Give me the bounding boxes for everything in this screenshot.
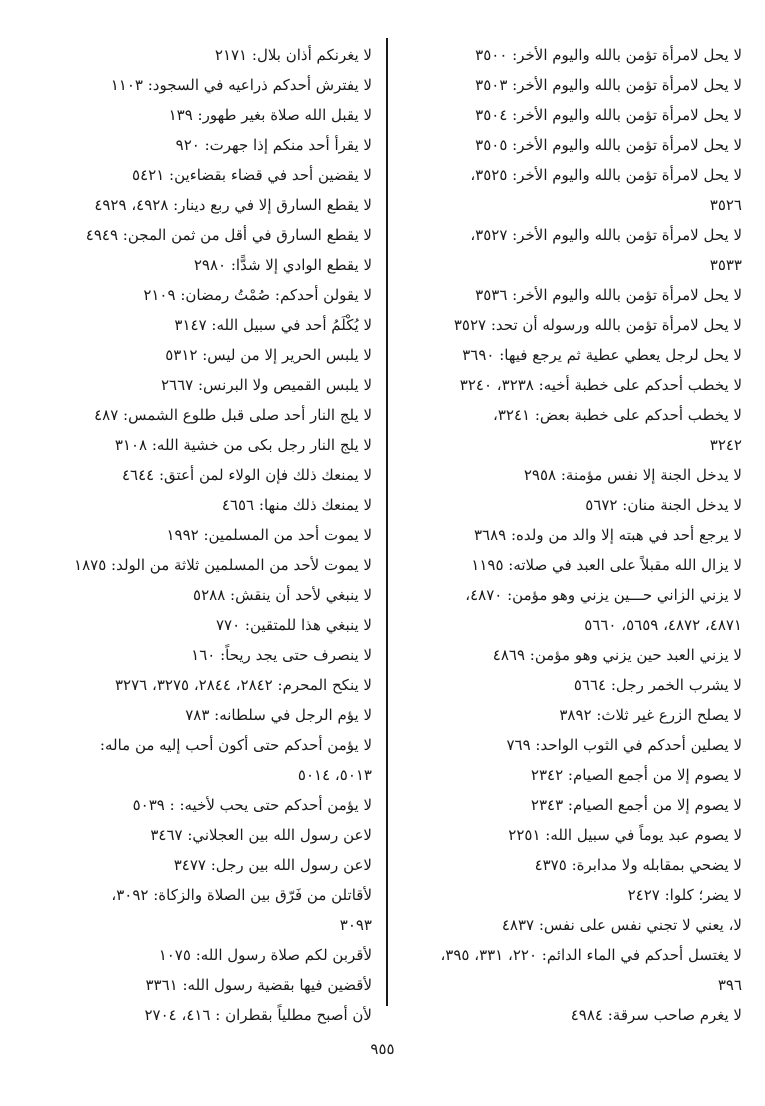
index-entry: ٤٨٧١، ٤٨٧٢، ٥٦٥٩، ٥٦٦٠ (584, 616, 742, 634)
index-entry: لا يقضين أحد في قضاء بقضاءين: ٥٤٢١ (132, 166, 372, 184)
index-entry: لا يمنعك ذلك فإن الولاء لمن أعتق: ٤٦٤٤ (121, 466, 372, 484)
index-entry: لا، يعني لا تجني نفس على نفس: ٤٨٣٧ (501, 916, 742, 934)
index-entry: لا يدخل الجنة منان: ٥٦٧٢ (585, 496, 742, 514)
index-entry: لأقضين فيها بقضية رسول الله: ٣٣٦١ (145, 976, 372, 994)
index-entry: لا يُكْلَمُ أحد في سبيل الله: ٣١٤٧ (174, 316, 372, 334)
index-entry: ٣٢٤٢ (709, 436, 742, 454)
index-entry: لا يؤمن أحدكم حتى أكون أحب إليه من ماله: (99, 736, 372, 754)
index-entry: لا يقبل الله صلاة بغير طهور: ١٣٩ (168, 106, 372, 124)
index-entry: ٣٥٣٣ (709, 256, 742, 274)
index-entry: لا يموت لأحد من المسلمين ثلاثة من الولد: ١٨٧٥ (74, 556, 372, 574)
index-entry: لا ينكح المحرم: ٢٨٤٢، ٢٨٤٤، ٣٢٧٥، ٣٢٧٦ (114, 676, 372, 694)
index-entry: لا ينصرف حتى يجد ريحاً: ١٦٠ (191, 646, 372, 664)
index-entry: لا يصوم عبد يوماً في سبيل الله: ٢٢٥١ (508, 826, 742, 844)
index-entry: لاعن رسول الله بين رجل: ٣٤٧٧ (173, 856, 372, 874)
index-entry: لا يصلين أحدكم في الثوب الواحد: ٧٦٩ (506, 736, 742, 754)
index-entry: لا يحل لامرأة تؤمن بالله ورسوله أن تحد: ٣٥٢٧ (453, 316, 742, 334)
index-entry: لا يموت أحد من المسلمين: ١٩٩٢ (166, 526, 372, 544)
index-entry: ٣٠٩٣ (339, 916, 372, 934)
index-entry: ٥٠١٣، ٥٠١٤ (297, 766, 372, 784)
index-entry: لا يزني العبد حين يزني وهو مؤمن: ٤٨٦٩ (492, 646, 742, 664)
index-entry: لا يلج النار رجل بكى من خشية الله: ٣١٠٨ (114, 436, 372, 454)
index-entry: لا يرجع أحد في هبته إلا والد من ولده: ٣٦٨٩ (473, 526, 742, 544)
left-column (20, 40, 372, 1030)
index-entry: لا يقرأ أحد منكم إذا جهرت: ٩٢٠ (175, 136, 372, 154)
index-entry: لا يدخل الجنة إلا نفس مؤمنة: ٢٩٥٨ (523, 466, 742, 484)
index-entry: لا يخطب أحدكم على خطبة أخيه: ٣٢٣٨، ٣٢٤٠ (459, 376, 742, 394)
index-entry: لا يزني الزاني حـــين يزني وهو مؤمن: ٤٨٧٠، (465, 586, 742, 604)
index-entry: لا يقطع السارق إلا في ربع دينار: ٤٩٢٨، ٤٩٢٩ (94, 196, 372, 214)
index-entry: لاعن رسول الله بين العجلاني: ٣٤٦٧ (150, 826, 372, 844)
index-entry: لا يقطع السارق في أقل من ثمن المجن: ٤٩٤٩ (85, 226, 372, 244)
index-entry: لا يلبس القميص ولا البرنس: ٢٦٦٧ (160, 376, 372, 394)
index-entry: لأن أصبح مطلياً بقطران : ٤١٦، ٢٧٠٤ (144, 1006, 372, 1024)
index-entry: ٣٥٢٦ (709, 196, 742, 214)
index-entry: لا يصوم إلا من أجمع الصيام: ٢٣٤٣ (530, 796, 742, 814)
index-entry: لا يضر؛ كلوا: ٢٤٢٧ (627, 886, 742, 904)
page-number: ٩٥٥ (370, 1040, 395, 1058)
index-entry: لا يشرب الخمر رجل: ٥٦٦٤ (573, 676, 742, 694)
index-entry: لا يقطع الوادي إلا شدًّا: ٢٩٨٠ (193, 256, 372, 274)
index-entry: لا يزال الله مقبلاً على العبد في صلاته: ١١٩٥ (471, 556, 742, 574)
index-entry: لا يصوم إلا من أجمع الصيام: ٢٣٤٢ (530, 766, 742, 784)
index-entry: لا يغرنكم أذان بلال: ٢١٧١ (214, 46, 372, 64)
index-entry: لا يحل لامرأة تؤمن بالله واليوم الأخر: ٣٥٠٥ (475, 136, 742, 154)
index-entry: لا يحل لامرأة تؤمن بالله واليوم الأخر: ٣٥٠٤ (475, 106, 742, 124)
index-entry: لا يغرم صاحب سرقة: ٤٩٨٤ (570, 1006, 742, 1024)
index-entry: لا ينبغي لأحد أن ينقش: ٥٢٨٨ (193, 586, 372, 604)
column-divider (386, 38, 388, 1006)
index-entry: لأقربن لكم صلاة رسول الله: ١٠٧٥ (158, 946, 372, 964)
index-entry: لا يلبس الحرير إلا من ليس: ٥٣١٢ (165, 346, 372, 364)
index-entry: لأقاتلن من فَرّق بين الصلاة والزكاة: ٣٠٩٢، (111, 886, 372, 904)
index-entry: لا يحل لامرأة تؤمن بالله واليوم الأخر: ٣٥٠٣ (475, 76, 742, 94)
index-entry: لا يحل لامرأة تؤمن بالله واليوم الأخر: ٣٥٢٧، (470, 226, 742, 244)
index-entry: لا يحل لرجل يعطي عطية ثم يرجع فيها: ٣٦٩٠ (462, 346, 742, 364)
right-column (402, 40, 742, 1030)
index-entry: لا يخطب أحدكم على خطبة بعض: ٣٢٤١، (493, 406, 742, 424)
index-entry: لا ينبغي هذا للمتقين: ٧٧٠ (215, 616, 372, 634)
index-entry: لا يلج النار أحد صلى قبل طلوع الشمس: ٤٨٧ (94, 406, 372, 424)
index-entry: لا يمنعك ذلك منها: ٤٦٥٦ (221, 496, 372, 514)
index-entry: ٣٩٦ (717, 976, 742, 994)
index-entry: لا يضحي بمقابله ولا مدابرة: ٤٣٧٥ (534, 856, 742, 874)
index-entry: لا يؤمن أحدكم حتى يحب لأخيه: : ٥٠٣٩ (132, 796, 372, 814)
index-entry: لا يحل لامرأة تؤمن بالله واليوم الأخر: ٣٥٢٥، (470, 166, 742, 184)
index-entry: لا يفترش أحدكم ذراعيه في السجود: ١١٠٣ (110, 76, 372, 94)
index-entry: لا يصلح الزرع غير ثلاث: ٣٨٩٢ (559, 706, 742, 724)
index-entry: لا يؤم الرجل في سلطانه: ٧٨٣ (185, 706, 372, 724)
index-entry: لا يقولن أحدكم: صُمْتُ رمضان: ٢١٠٩ (143, 286, 372, 304)
index-entry: لا يحل لامرأة تؤمن بالله واليوم الأخر: ٣٥٠٠ (475, 46, 742, 64)
index-entry: لا يغتسل أحدكم في الماء الدائم: ٢٢٠، ٣٣١، ٣٩٥، (440, 946, 742, 964)
index-entry: لا يحل لامرأة تؤمن بالله واليوم الأخر: ٣٥٣٦ (475, 286, 742, 304)
